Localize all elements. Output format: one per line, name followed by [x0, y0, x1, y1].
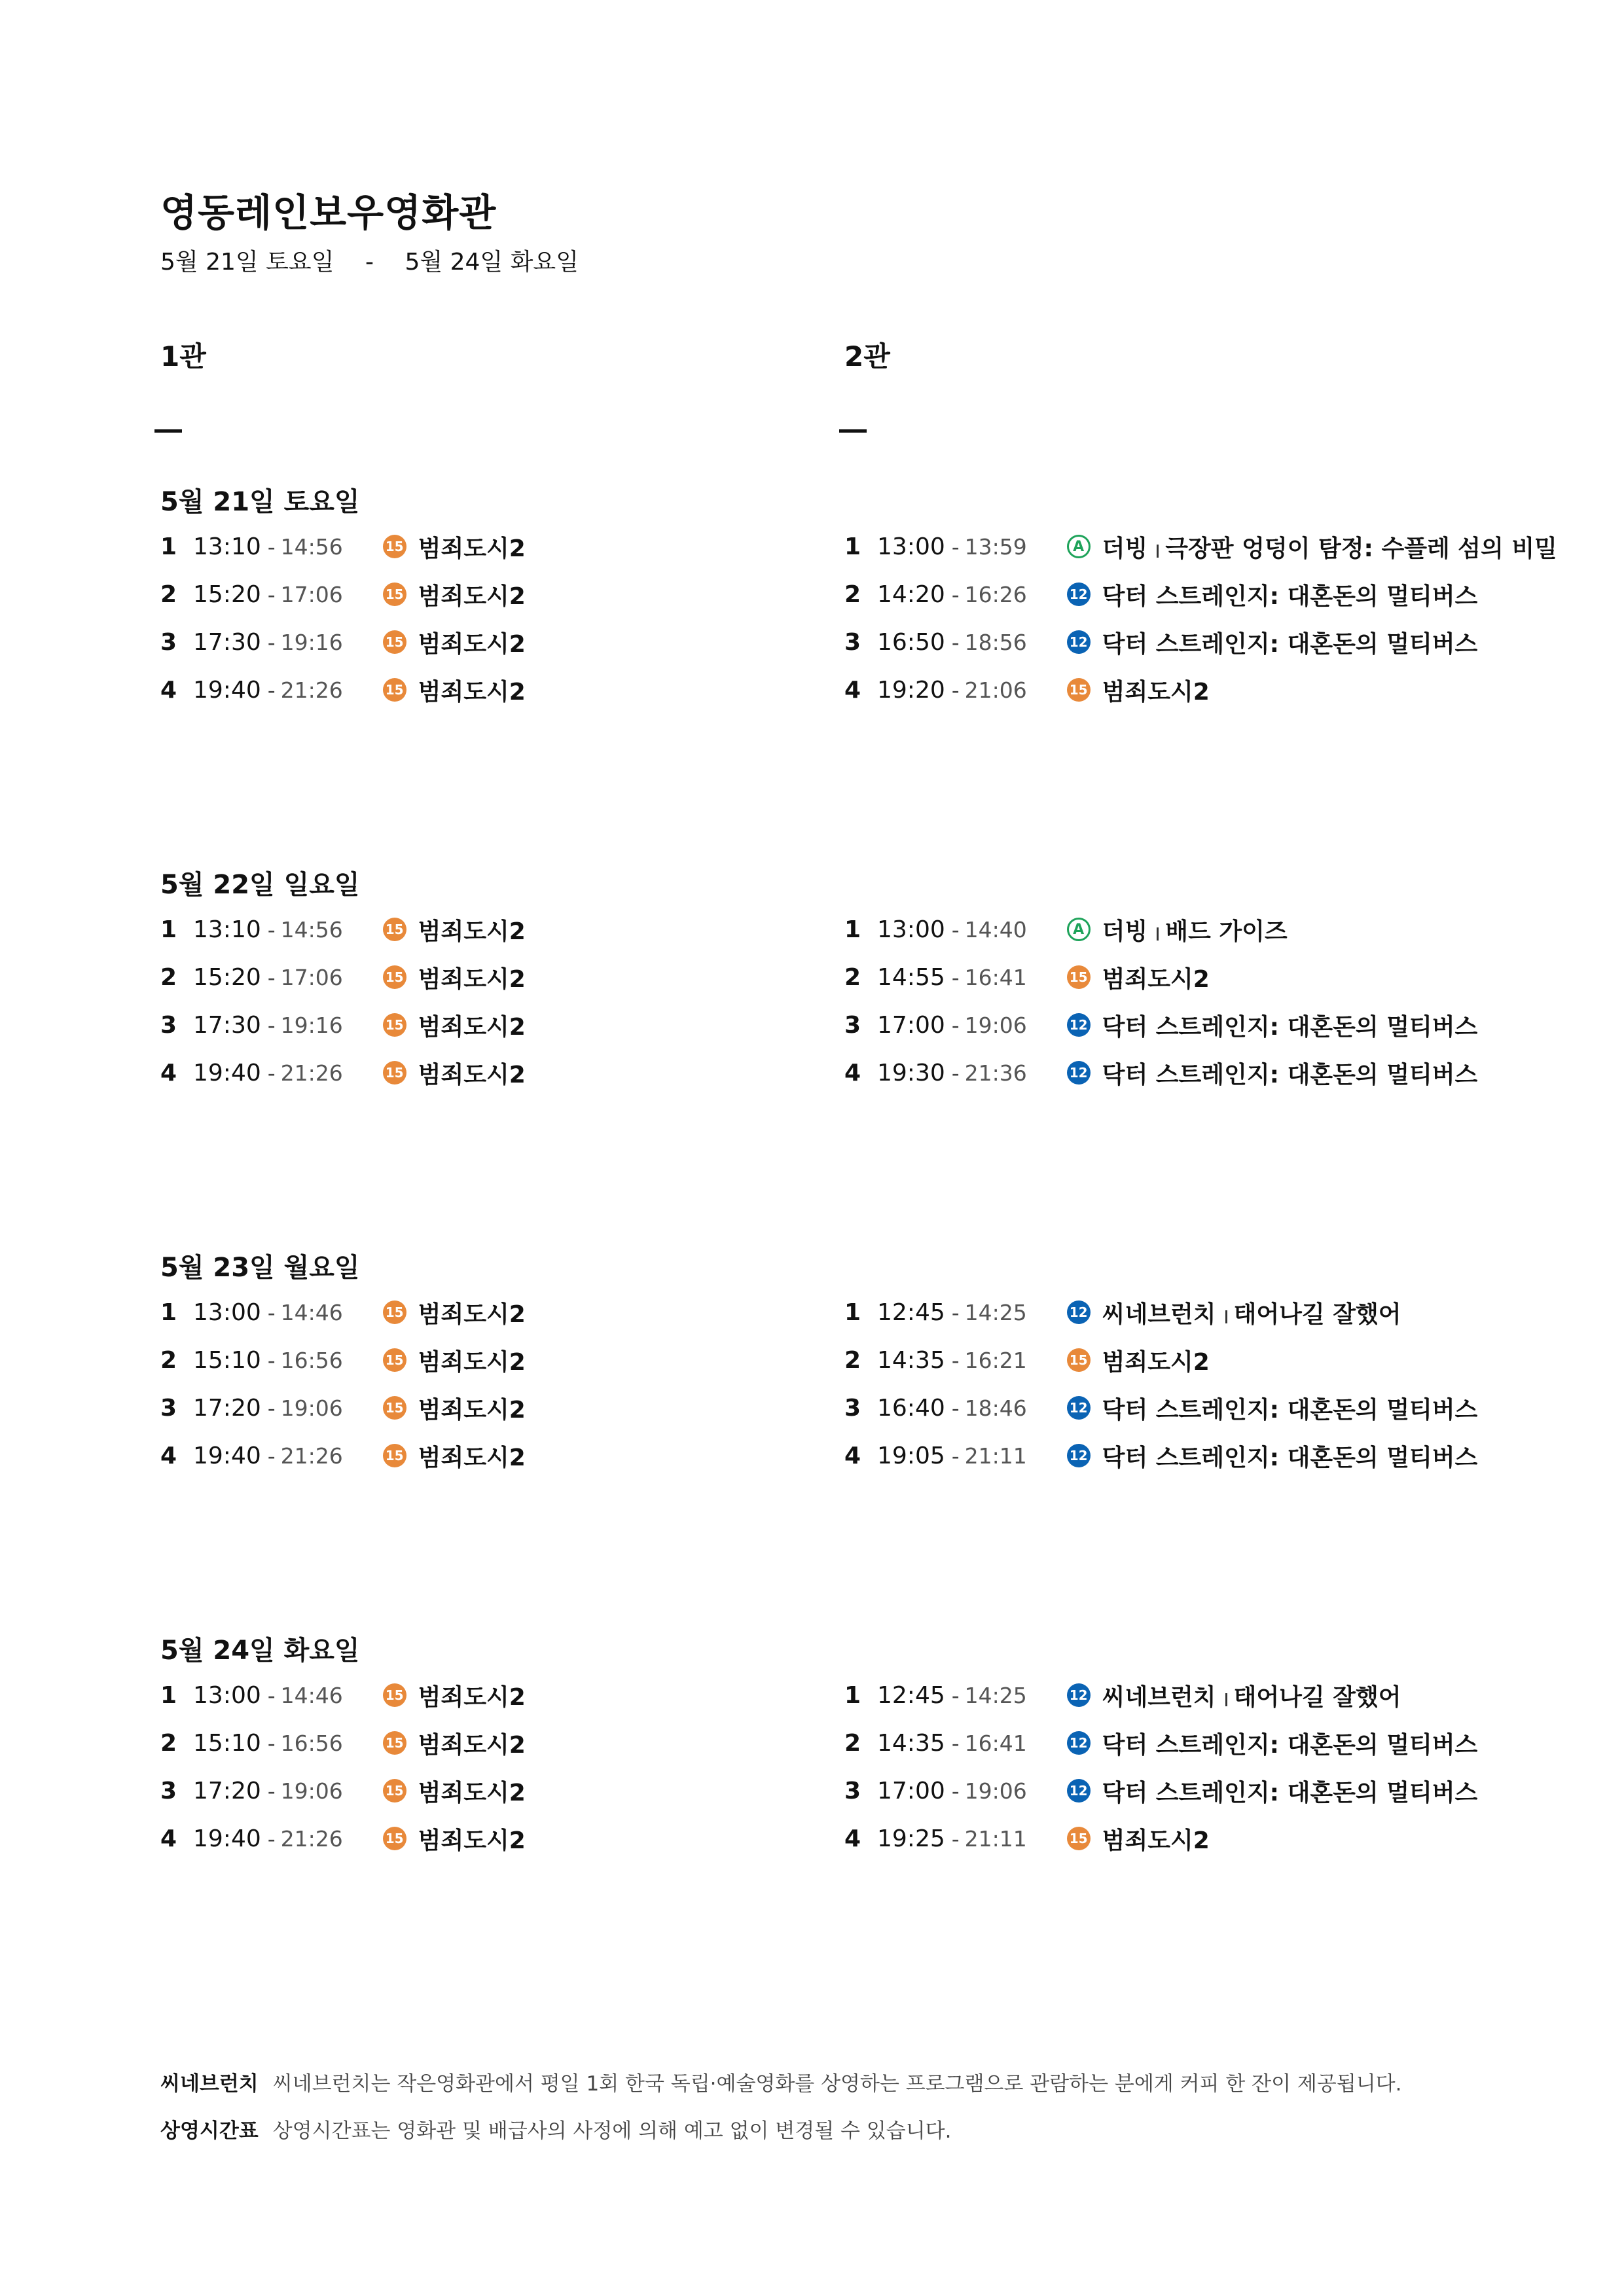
screening-number: 4 — [160, 1059, 177, 1086]
program-divider — [1157, 545, 1159, 558]
time-dash: - — [267, 964, 276, 990]
time-dash: - — [951, 677, 960, 703]
rating-15-badge: 15 — [383, 1061, 406, 1085]
time-dash: - — [951, 629, 960, 655]
end-time: 16:41 — [964, 964, 1027, 990]
end-time: 16:41 — [964, 1730, 1027, 1756]
note-cinebrunch — [160, 2067, 1401, 2096]
film-title: 범죄도시2 — [418, 535, 526, 562]
hall-2-title: 2관 — [844, 340, 890, 372]
film-title: 닥터 스트레인지: 대혼돈의 멀티버스 — [1102, 583, 1478, 610]
time-dash: - — [267, 1395, 276, 1421]
start-time: 15:10 — [193, 1346, 261, 1374]
screening-number: 3 — [160, 1777, 177, 1804]
screening-number: 2 — [844, 581, 861, 608]
screening-row — [160, 1053, 526, 1092]
screening-number: 2 — [160, 963, 177, 991]
rating-15-badge: 15 — [383, 965, 406, 989]
screening-number: 4 — [160, 676, 177, 704]
hall-1-title: 1관 — [160, 340, 206, 372]
end-time: 14:46 — [280, 1299, 343, 1325]
rating-12-badge: 12 — [1067, 583, 1091, 606]
screening-row — [844, 1819, 1210, 1858]
film-title: 범죄도시2 — [418, 1779, 526, 1806]
start-time: 13:00 — [193, 1299, 261, 1326]
time-dash: - — [951, 1347, 960, 1373]
screening-number: 1 — [160, 1681, 177, 1709]
rating-12-badge: 12 — [1067, 1013, 1091, 1037]
screening-number: 2 — [160, 581, 177, 608]
start-time: 15:10 — [193, 1729, 261, 1757]
start-time: 12:45 — [877, 1681, 945, 1709]
time-dash: - — [267, 1443, 276, 1469]
film-title: 범죄도시2 — [418, 1300, 526, 1328]
screening-number: 1 — [160, 533, 177, 560]
screening-number: 1 — [160, 1299, 177, 1326]
rating-all-badge: A — [1067, 535, 1091, 558]
page-title: 영동레인보우영화관 — [160, 190, 497, 235]
end-time: 21:11 — [964, 1825, 1027, 1852]
screening-row — [844, 1676, 1401, 1715]
screening-row — [160, 1819, 526, 1858]
time-dash: - — [951, 1299, 960, 1325]
film-title: 범죄도시2 — [1102, 1348, 1210, 1376]
start-time: 16:40 — [877, 1394, 945, 1422]
end-time: 13:59 — [964, 533, 1027, 560]
screening-row — [844, 1293, 1401, 1332]
start-time: 12:45 — [877, 1299, 945, 1326]
rating-15-badge: 15 — [1067, 1827, 1091, 1850]
start-time: 13:00 — [877, 916, 945, 943]
program-label: 더빙 — [1102, 918, 1148, 945]
end-time: 19:16 — [280, 1012, 343, 1038]
start-time: 16:50 — [877, 628, 945, 656]
screening-number: 3 — [160, 1011, 177, 1039]
end-time: 16:56 — [280, 1730, 343, 1756]
screening-number: 1 — [844, 1299, 861, 1326]
rating-15-badge: 15 — [383, 1731, 406, 1755]
rating-12-badge: 12 — [1067, 1300, 1091, 1324]
time-dash: - — [951, 1012, 960, 1038]
rating-12-badge: 12 — [1067, 1731, 1091, 1755]
film-title: 닥터 스트레인지: 대혼돈의 멀티버스 — [1102, 1013, 1478, 1041]
rating-15-badge: 15 — [383, 1827, 406, 1850]
day-title: 5월 21일 토요일 — [160, 487, 360, 517]
start-time: 13:00 — [193, 1681, 261, 1709]
time-dash: - — [951, 1682, 960, 1708]
day-title: 5월 22일 일요일 — [160, 870, 360, 900]
film-title: 범죄도시2 — [1102, 1827, 1210, 1854]
end-time: 14:25 — [964, 1682, 1027, 1708]
time-dash: - — [267, 1730, 276, 1756]
film-title: 범죄도시2 — [418, 1396, 526, 1424]
rating-15-badge: 15 — [383, 678, 406, 702]
film-title: 범죄도시2 — [418, 630, 526, 658]
screening-number: 4 — [844, 1442, 861, 1469]
end-time: 21:26 — [280, 1443, 343, 1469]
screening-row — [160, 1340, 526, 1380]
start-time: 14:35 — [877, 1346, 945, 1374]
note-text: 상영시간표는 영화관 및 배급사의 사정에 의해 예고 없이 변경될 수 있습니다. — [272, 2119, 952, 2143]
time-dash: - — [267, 629, 276, 655]
period-separator: - — [365, 249, 374, 276]
screening-row — [844, 958, 1210, 997]
screening-row — [844, 1723, 1477, 1763]
screening-row — [160, 670, 526, 709]
time-dash: - — [267, 1012, 276, 1038]
screening-number: 4 — [844, 676, 861, 704]
screening-row — [160, 622, 526, 662]
time-dash: - — [267, 581, 276, 607]
screening-row — [160, 1723, 526, 1763]
time-dash: - — [267, 1347, 276, 1373]
time-dash: - — [267, 1060, 276, 1086]
period-start: 5월 21일 토요일 — [160, 249, 334, 276]
film-title: 닥터 스트레인지: 대혼돈의 멀티버스 — [1102, 1444, 1478, 1471]
screening-number: 4 — [160, 1825, 177, 1852]
screening-row — [844, 527, 1557, 566]
rating-15-badge: 15 — [1067, 1348, 1091, 1372]
film-title: 범죄도시2 — [418, 1013, 526, 1041]
screening-number: 1 — [844, 1681, 861, 1709]
day-title: 5월 24일 화요일 — [160, 1636, 360, 1666]
film-title: 범죄도시2 — [1102, 678, 1210, 706]
start-time: 13:10 — [193, 533, 261, 560]
screening-row — [844, 622, 1477, 662]
end-time: 19:06 — [964, 1778, 1027, 1804]
end-time: 18:46 — [964, 1395, 1027, 1421]
time-dash: - — [267, 1825, 276, 1852]
note-key: 씨네브런치 — [160, 2072, 259, 2096]
end-time: 14:25 — [964, 1299, 1027, 1325]
film-title: 범죄도시2 — [418, 1444, 526, 1471]
screening-number: 3 — [844, 628, 861, 656]
time-dash: - — [267, 1299, 276, 1325]
note-key: 상영시간표 — [160, 2119, 259, 2143]
film-title: 범죄도시2 — [418, 918, 526, 945]
rating-15-badge: 15 — [383, 1348, 406, 1372]
screening-row — [844, 1388, 1477, 1427]
schedule-period — [160, 243, 579, 277]
note-text: 씨네브런치는 작은영화관에서 평일 1회 한국 독립·예술영화를 상영하는 프로그램으로 관람하는 분에게 커피 한 잔이 제공됩니다. — [272, 2072, 1402, 2096]
start-time: 19:40 — [193, 676, 261, 704]
screening-number: 3 — [844, 1394, 861, 1422]
end-time: 21:26 — [280, 1060, 343, 1086]
end-time: 14:56 — [280, 533, 343, 560]
rating-15-badge: 15 — [383, 583, 406, 606]
screening-number: 2 — [160, 1346, 177, 1374]
film-title: 닥터 스트레인지: 대혼돈의 멀티버스 — [1102, 1779, 1478, 1806]
start-time: 19:30 — [877, 1059, 945, 1086]
screening-row — [160, 527, 526, 566]
rating-15-badge: 15 — [383, 1300, 406, 1324]
time-dash: - — [267, 1778, 276, 1804]
rating-12-badge: 12 — [1067, 1444, 1091, 1467]
screening-number: 3 — [844, 1777, 861, 1804]
start-time: 17:20 — [193, 1777, 261, 1804]
program-divider — [1225, 1310, 1227, 1323]
start-time: 14:55 — [877, 963, 945, 991]
film-title: 닥터 스트레인지: 대혼돈의 멀티버스 — [1102, 1731, 1478, 1759]
end-time: 19:06 — [280, 1778, 343, 1804]
end-time: 21:26 — [280, 677, 343, 703]
start-time: 19:40 — [193, 1059, 261, 1086]
film-title: 닥터 스트레인지: 대혼돈의 멀티버스 — [1102, 630, 1478, 658]
film-title: 범죄도시2 — [1102, 965, 1210, 993]
start-time: 17:00 — [877, 1777, 945, 1804]
time-dash: - — [951, 1395, 960, 1421]
screening-row — [844, 1005, 1477, 1045]
film-title: 태어나길 잘했어 — [1233, 1300, 1401, 1328]
screening-number: 1 — [844, 916, 861, 943]
film-title: 범죄도시2 — [418, 583, 526, 610]
rating-all-badge: A — [1067, 918, 1091, 941]
end-time: 16:21 — [964, 1347, 1027, 1373]
screening-row — [160, 1293, 526, 1332]
time-dash: - — [951, 916, 960, 942]
screening-row — [844, 1053, 1477, 1092]
film-title: 범죄도시2 — [418, 965, 526, 993]
film-title: 범죄도시2 — [418, 1827, 526, 1854]
end-time: 21:36 — [964, 1060, 1027, 1086]
rating-15-badge: 15 — [383, 1444, 406, 1467]
start-time: 14:20 — [877, 581, 945, 608]
screening-number: 2 — [160, 1729, 177, 1757]
screening-row — [844, 1771, 1477, 1810]
end-time: 16:26 — [964, 581, 1027, 607]
screening-row — [844, 910, 1288, 949]
screening-number: 4 — [844, 1825, 861, 1852]
rating-15-badge: 15 — [383, 1779, 406, 1803]
rating-15-badge: 15 — [1067, 678, 1091, 702]
end-time: 14:46 — [280, 1682, 343, 1708]
time-dash: - — [267, 533, 276, 560]
film-title: 범죄도시2 — [418, 1348, 526, 1376]
film-title: 극장판 엉덩이 탐정: 수플레 섬의 비밀 — [1165, 535, 1557, 562]
end-time: 17:06 — [280, 964, 343, 990]
screening-number: 1 — [160, 916, 177, 943]
start-time: 19:25 — [877, 1825, 945, 1852]
hall-1-divider — [154, 429, 182, 433]
time-dash: - — [951, 1825, 960, 1852]
rating-15-badge: 15 — [383, 630, 406, 654]
end-time: 21:11 — [964, 1443, 1027, 1469]
screening-row — [160, 1436, 526, 1475]
screening-row — [160, 1771, 526, 1810]
time-dash: - — [951, 1778, 960, 1804]
start-time: 17:20 — [193, 1394, 261, 1422]
screening-row — [844, 575, 1477, 614]
end-time: 21:26 — [280, 1825, 343, 1852]
end-time: 16:56 — [280, 1347, 343, 1373]
program-label: 더빙 — [1102, 535, 1148, 562]
start-time: 17:30 — [193, 1011, 261, 1039]
program-label: 씨네브런치 — [1102, 1300, 1216, 1328]
film-title: 닥터 스트레인지: 대혼돈의 멀티버스 — [1102, 1396, 1478, 1424]
rating-15-badge: 15 — [383, 1013, 406, 1037]
time-dash: - — [951, 533, 960, 560]
screening-number: 3 — [844, 1011, 861, 1039]
period-end: 5월 24일 화요일 — [405, 249, 579, 276]
rating-12-badge: 12 — [1067, 1683, 1091, 1707]
rating-12-badge: 12 — [1067, 630, 1091, 654]
time-dash: - — [951, 581, 960, 607]
day-title: 5월 23일 월요일 — [160, 1253, 360, 1283]
end-time: 21:06 — [964, 677, 1027, 703]
screening-row — [160, 1005, 526, 1045]
end-time: 18:56 — [964, 629, 1027, 655]
start-time: 17:30 — [193, 628, 261, 656]
start-time: 13:00 — [877, 533, 945, 560]
start-time: 14:35 — [877, 1729, 945, 1757]
start-time: 19:40 — [193, 1825, 261, 1852]
note-timetable — [160, 2114, 951, 2144]
time-dash: - — [267, 916, 276, 942]
end-time: 19:06 — [280, 1395, 343, 1421]
screening-row — [844, 1340, 1210, 1380]
start-time: 17:00 — [877, 1011, 945, 1039]
rating-15-badge: 15 — [383, 535, 406, 558]
time-dash: - — [951, 1443, 960, 1469]
film-title: 태어나길 잘했어 — [1233, 1683, 1401, 1711]
rating-12-badge: 12 — [1067, 1779, 1091, 1803]
screening-number: 4 — [844, 1059, 861, 1086]
screening-row — [160, 575, 526, 614]
film-title: 닥터 스트레인지: 대혼돈의 멀티버스 — [1102, 1061, 1478, 1088]
film-title: 범죄도시2 — [418, 1683, 526, 1711]
program-label: 씨네브런치 — [1102, 1683, 1216, 1711]
rating-15-badge: 15 — [383, 918, 406, 941]
rating-15-badge: 15 — [383, 1683, 406, 1707]
film-title: 배드 가이즈 — [1165, 918, 1288, 945]
screening-number: 2 — [844, 963, 861, 991]
time-dash: - — [267, 677, 276, 703]
time-dash: - — [951, 964, 960, 990]
screening-row — [160, 910, 526, 949]
start-time: 19:40 — [193, 1442, 261, 1469]
hall-2-divider — [839, 429, 867, 433]
time-dash: - — [951, 1060, 960, 1086]
screening-row — [160, 958, 526, 997]
start-time: 19:05 — [877, 1442, 945, 1469]
start-time: 19:20 — [877, 676, 945, 704]
program-divider — [1225, 1693, 1227, 1706]
screening-row — [844, 670, 1210, 709]
start-time: 15:20 — [193, 963, 261, 991]
time-dash: - — [267, 1682, 276, 1708]
rating-15-badge: 15 — [1067, 965, 1091, 989]
rating-15-badge: 15 — [383, 1396, 406, 1420]
rating-12-badge: 12 — [1067, 1061, 1091, 1085]
screening-row — [844, 1436, 1477, 1475]
start-time: 13:10 — [193, 916, 261, 943]
film-title: 범죄도시2 — [418, 1731, 526, 1759]
end-time: 17:06 — [280, 581, 343, 607]
screening-number: 1 — [844, 533, 861, 560]
screening-number: 2 — [844, 1729, 861, 1757]
end-time: 14:56 — [280, 916, 343, 942]
screening-number: 3 — [160, 1394, 177, 1422]
rating-12-badge: 12 — [1067, 1396, 1091, 1420]
screening-number: 3 — [160, 628, 177, 656]
end-time: 14:40 — [964, 916, 1027, 942]
end-time: 19:16 — [280, 629, 343, 655]
end-time: 19:06 — [964, 1012, 1027, 1038]
film-title: 범죄도시2 — [418, 1061, 526, 1088]
screening-number: 2 — [844, 1346, 861, 1374]
screening-row — [160, 1388, 526, 1427]
program-divider — [1157, 927, 1159, 941]
screening-row — [160, 1676, 526, 1715]
time-dash: - — [951, 1730, 960, 1756]
start-time: 15:20 — [193, 581, 261, 608]
film-title: 범죄도시2 — [418, 678, 526, 706]
screening-number: 4 — [160, 1442, 177, 1469]
